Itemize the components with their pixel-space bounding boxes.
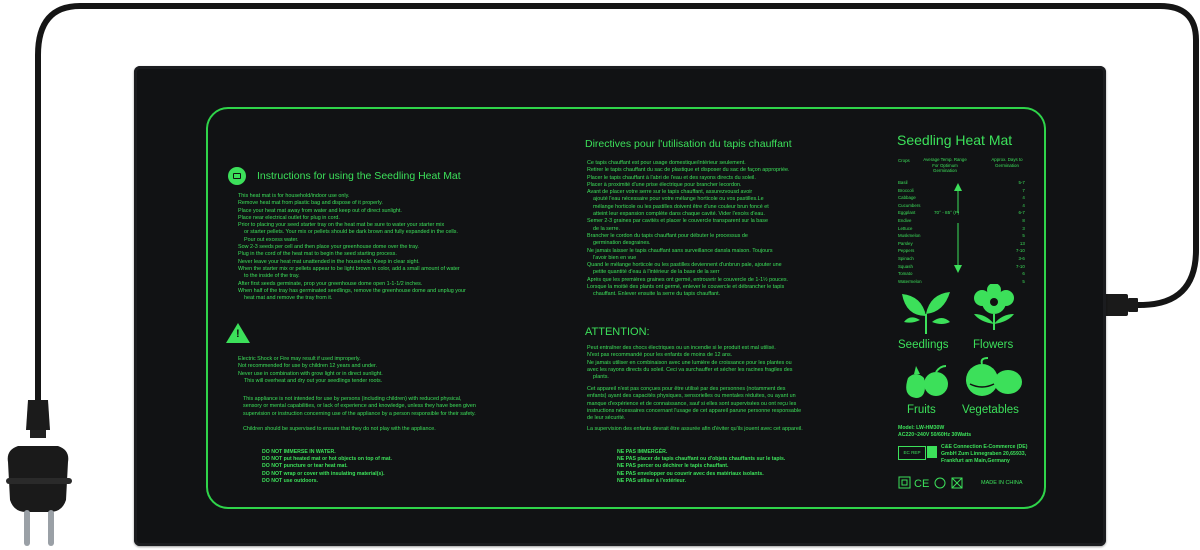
crop-name: Lettuce bbox=[898, 225, 913, 231]
en-para-line: sensory or mental capabilities, or lack of experience and knowledge, unless they have been given bbox=[243, 403, 476, 410]
en-caps-line: DO NOT put heated mat or hot objects on top of mat. bbox=[262, 456, 392, 463]
rep-line: Frankfurt am Main,Germany bbox=[941, 458, 1010, 464]
fr-line: l'avoir bien en vue bbox=[593, 254, 637, 261]
en-caps-line: DO NOT IMMERSE IN WATER. bbox=[262, 449, 336, 455]
crop-name: Tomato bbox=[898, 271, 913, 277]
att-line: Peut entraîner des chocs électriques ou un incendie si le produit est mal utilisé. bbox=[587, 345, 776, 351]
category-fruits: Fruits bbox=[907, 404, 936, 416]
crop-name: Eggplant bbox=[898, 210, 916, 216]
en-para-line: This appliance is not intended for use by persons (including children) with reduced physical, bbox=[243, 396, 462, 402]
en-line: This heat mat is for household/indoor use only. bbox=[238, 193, 350, 199]
fr-line: mélange horticole ou les pastilles doivent être d'une couleur brun foncé et bbox=[593, 203, 769, 210]
en-line: or starter pellets. Your mix or pellets should be dark brown and fully expanded in the cells. bbox=[244, 229, 458, 236]
fr-line: germination desgraines. bbox=[593, 240, 651, 247]
attention-paragraph bbox=[587, 386, 801, 422]
en-line: Never leave your heat mat unattended in the household. Keep in clear sight. bbox=[238, 258, 420, 265]
en-line: Sow 2-3 seeds per cell and then place your greenhouse dome over the tray. bbox=[238, 244, 419, 251]
fr-line: Placer à proximité d'une prise électrique pour brancher lecordon. bbox=[587, 181, 742, 188]
days-value: 7-10 bbox=[1016, 263, 1025, 269]
days-value: 13 bbox=[1019, 240, 1025, 246]
att-line: Ne jamais utiliser en combinaison avec une lumière de croissance pour les plantes ou bbox=[587, 359, 792, 366]
attention-lines bbox=[587, 345, 792, 381]
fr-caps-line: NE PAS IMMERGÉR. bbox=[617, 449, 668, 455]
en-heading: Instructions for using the Seedling Heat Mat bbox=[257, 170, 461, 182]
en-supervision: Children should be supervised to ensure that they do not play with the appliance. bbox=[243, 426, 436, 432]
made-in: MADE IN CHINA bbox=[981, 480, 1023, 486]
att-line: N'est pas recommandé pour les enfants de moins de 12 ans. bbox=[587, 352, 733, 359]
en-line: Plug in the cord of the heat mat to begin the seed starting process. bbox=[238, 251, 397, 258]
model-info bbox=[898, 425, 971, 439]
en-line: When half of the tray has germinated seedlings, remove the greenhouse dome and unplug your bbox=[238, 287, 466, 294]
days-value: 8 bbox=[1022, 217, 1025, 223]
fr-line: Quand le mélange horticole ou les pastilles deviennent d'unbrun pale, ajouter une bbox=[587, 262, 782, 269]
fr-caps-line: NE PAS percer ou déchirer le tapis chauffant. bbox=[617, 463, 729, 470]
flower-icon bbox=[966, 284, 1022, 332]
fr-caps-line: NE PAS envelopper ou couvrir avec des matériaux isolants. bbox=[617, 470, 764, 477]
en-warn-line: Never use in combination with grow light or in direct sunlight. bbox=[238, 370, 383, 377]
en-warn-line: Electric Shock or Fire may result if used improperly. bbox=[238, 356, 361, 362]
en-line: Place your heat mat away from water and keep out of direct sunlight. bbox=[238, 207, 402, 214]
fr-line: atteint leur expansion complète dans chaque cavité. Vider l'excès d'eau. bbox=[593, 211, 765, 218]
table-header-temp: Average Temp. Range For Optimum Germination bbox=[923, 157, 967, 173]
crop-name: Peppers bbox=[898, 248, 915, 254]
fr-line: petite quantité d'eau à l'intérieur de la base de la serr bbox=[593, 269, 720, 276]
days-value: 4 bbox=[1022, 195, 1025, 201]
days-value: 3-6 bbox=[1018, 255, 1025, 261]
en-caps-line: DO NOT puncture or tear heat mat. bbox=[262, 463, 348, 470]
en-warnings bbox=[238, 356, 383, 385]
crop-name: Watermelon bbox=[898, 278, 922, 284]
temp-range-arrow-icon bbox=[948, 183, 968, 273]
fr-line: Ce tapis chauffant est pour usage domestique/intérieur seulement. bbox=[587, 160, 746, 166]
fr-line: Avant de placer votre serre sur le tapis chauffant, assurezvousd avoir bbox=[587, 189, 753, 196]
en-line: to the inside of the tray. bbox=[244, 273, 300, 280]
fr-line: Semer 2-3 graines par cavités et placer le couvercle transparent sur la base bbox=[587, 218, 768, 225]
fr-line: Placer le tapis chauffant à l'abri de l'eau et des rayons directs du soleil. bbox=[587, 174, 756, 181]
table-header-crops: Crops bbox=[898, 158, 910, 163]
crop-name: Cabbage bbox=[898, 195, 916, 201]
en-line: After first seeds germinate, prop your greenhouse dome open 1-1-1/2 inches. bbox=[238, 280, 423, 287]
en-line: Prior to placing your seed starter tray on the heat mat be sure to water your starter mix bbox=[238, 222, 445, 229]
cord-strain-relief bbox=[1104, 294, 1128, 316]
certification-marks-icon bbox=[898, 476, 978, 490]
en-line: Place near electrical outlet for plug in cord. bbox=[238, 214, 340, 221]
fr-line: Après que les premières graines ont germé, entrouvrir le couvercle de 1-1½ pouces. bbox=[587, 276, 789, 283]
en-paragraph bbox=[243, 396, 476, 418]
crop-name: Spinach bbox=[898, 255, 914, 261]
fr-line: Ne jamais laisser le tapis chauffant sans surveillance dansla maison. Toujours bbox=[587, 247, 773, 254]
days-value: 6-7 bbox=[1018, 210, 1025, 216]
days-value: 4 bbox=[1022, 202, 1025, 208]
crop-name: Endive bbox=[898, 217, 912, 223]
crop-name: Squash bbox=[898, 263, 913, 269]
fr-instructions bbox=[587, 160, 789, 299]
product-title: Seedling Heat Mat bbox=[897, 132, 1013, 148]
manufacturer-icon bbox=[927, 446, 937, 458]
fr-line: ajouté l'eau nécessaire pour votre mélange horticole ou vos pastilles.Le bbox=[593, 196, 764, 203]
category-seedlings: Seedlings bbox=[898, 339, 949, 351]
fr-line: Brancher le cordon du tapis chauffant pour débuter le processus de bbox=[587, 232, 748, 239]
power-rating: AC220~240V 50/60Hz 30Watts bbox=[898, 432, 972, 438]
category-flowers: Flowers bbox=[973, 339, 1014, 351]
attention-heading: ATTENTION: bbox=[585, 326, 650, 338]
attention-supervision: La supervision des enfants devrait être assurée afin d'éviter qu'ils jouent avec cet appareil. bbox=[587, 426, 803, 432]
warning-icon bbox=[226, 323, 250, 343]
category-vegetables: Vegetables bbox=[962, 404, 1019, 416]
en-caps-line: DO NOT use outdoors. bbox=[262, 477, 318, 484]
crop-name: Broccoli bbox=[898, 187, 914, 193]
rep-line: C&E Connection E-Commerce (DE) bbox=[941, 444, 1028, 450]
fr-line: Lorsque la moitié des plants ont germé, enlever le couvercle et débrancher le tapis bbox=[587, 284, 785, 291]
fr-heading: Directives pour l'utilisation du tapis chauffant bbox=[585, 138, 792, 150]
days-value: 7 bbox=[1022, 187, 1025, 193]
att-para-line: de leur sécurité. bbox=[587, 415, 626, 422]
en-warn-line: Not recommended for use by children 12 years and under. bbox=[238, 363, 378, 370]
crop-list bbox=[898, 179, 922, 285]
att-para-line: Cet appareil n'est pas conçues pour être utilisé par des personnes (notamment des bbox=[587, 386, 786, 392]
ec-rep-badge: EC REP bbox=[898, 446, 926, 460]
days-value: 5 bbox=[1022, 233, 1025, 239]
en-line: Pour out excess water. bbox=[244, 236, 299, 243]
fr-caps-line: NE PAS placer de tapis chauffant ou d'objets chauffants sur le tapis. bbox=[617, 456, 786, 463]
svg-text:CE: CE bbox=[914, 478, 930, 490]
plug-icon bbox=[6, 400, 72, 546]
en-warn-line: This will overheat and dry out your seedlings tender roots. bbox=[244, 377, 383, 384]
model-number: Model: LW-HM30W bbox=[898, 425, 945, 431]
book-icon bbox=[228, 167, 246, 185]
att-para-line: enfants) ayant des capacités physiques, sensorielles ou mentales réduites, ou ayant un bbox=[587, 393, 796, 400]
en-instructions bbox=[238, 193, 466, 302]
att-para-line: manque d'expérience et de connaissance, sauf si elles sont supervisées ou ont reçu les bbox=[587, 400, 797, 407]
fr-caps-warnings bbox=[617, 449, 785, 485]
crop-name: Basil bbox=[898, 180, 908, 185]
fruit-icon bbox=[898, 360, 954, 400]
en-line: Remove heat mat from plastic bag and dispose of it properly. bbox=[238, 200, 383, 207]
att-para-line: instructions nécessaires concernant l'usage de cet appareil parune personne responsable bbox=[587, 407, 802, 414]
rep-line: GmbH Zum Linnegraben 20,65933, bbox=[941, 451, 1027, 457]
days-value: 6 bbox=[1022, 271, 1025, 277]
att-line: avec les rayons directs du soleil. Ceci va surchauffer et sécher les racines fragiles des bbox=[587, 366, 793, 373]
fr-line: de la serre. bbox=[593, 225, 620, 232]
days-value: 5-7 bbox=[1018, 180, 1025, 185]
en-line: When the starter mix or pellets appear to be light brown in color, add a small amount of water bbox=[238, 265, 460, 272]
en-caps-line: DO NOT wrap or cover with insulating material(s). bbox=[262, 470, 385, 477]
table-header-days: Approx. Days to Germination bbox=[991, 157, 1023, 168]
crop-name: Muskmelon bbox=[898, 233, 921, 239]
days-value: 3 bbox=[1022, 225, 1025, 231]
days-value: 7-10 bbox=[1016, 248, 1025, 254]
rep-address bbox=[941, 444, 1027, 465]
fr-line: chauffant. Enlever ensuite la serre du tapis chauffant. bbox=[593, 291, 721, 298]
temp-range: 70° - 85° (F) bbox=[934, 210, 960, 215]
en-caps-warnings bbox=[262, 449, 392, 485]
days-value: 5 bbox=[1022, 278, 1025, 284]
fr-caps-line: NE PAS utiliser à l'extérieur. bbox=[617, 477, 686, 484]
days-list bbox=[1016, 179, 1025, 285]
en-para-line: supervision or instruction concerning use of the appliance by a person responsible for their safety. bbox=[243, 410, 476, 417]
en-line: heat mat and remove the tray from it. bbox=[244, 295, 333, 302]
seedling-icon bbox=[898, 290, 954, 334]
crop-name: Parsley bbox=[898, 240, 913, 246]
fr-line: Retirer le tapis chauffant du sac de plastique et disposer du sac de façon appropriée. bbox=[587, 167, 790, 174]
att-line: plants. bbox=[593, 374, 609, 381]
vegetable-icon bbox=[962, 356, 1026, 400]
crop-name: Cucumbers bbox=[898, 202, 921, 208]
